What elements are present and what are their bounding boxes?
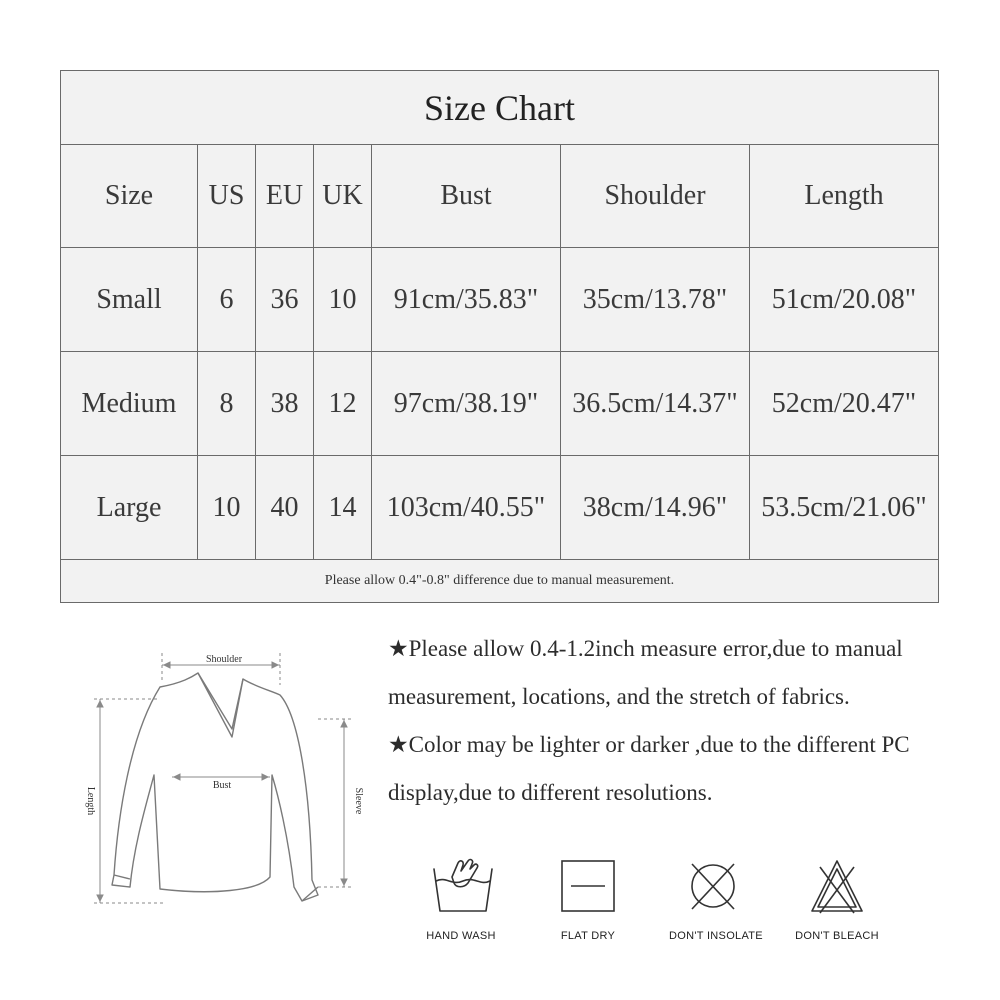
uk-cell: 10 [314,248,372,352]
eu-cell: 38 [256,352,314,456]
size-cell: Large [61,456,198,560]
uk-cell: 12 [314,352,372,456]
table-row [61,456,939,560]
column-header-shoulder: Shoulder [561,145,750,248]
column-header-size: Size [61,145,198,248]
size-cell: Small [61,248,198,352]
bust-label: Bust [212,780,232,791]
table-row [61,352,939,456]
flat-dry-label: FLAT DRY [560,930,616,942]
measure-error-note: ★Please allow 0.4-1.2inch measure error,due to manual measurement, locations, and the stretch of fabrics. [388,636,903,709]
length-label: Length [85,786,96,816]
column-header-uk: UK [314,145,372,248]
dont-insolate-label: DON'T INSOLATE [669,930,763,942]
size-cell: Medium [61,352,198,456]
shoulder-label: Shoulder [205,654,243,665]
size-chart-table [60,70,939,603]
sleeve-label: Sleeve [353,787,364,815]
column-header-length: Length [750,145,939,248]
length-cell: 52cm/20.47" [750,352,939,456]
chart-title: Size Chart [61,71,939,145]
us-cell: 8 [198,352,256,456]
care-notes [388,625,988,817]
hand-wash-icon [428,855,498,917]
dont-insolate-icon [678,855,748,917]
length-cell: 53.5cm/21.06" [750,456,939,560]
dont-bleach-label: DON'T BLEACH [795,930,879,942]
column-header-us: US [198,145,256,248]
uk-cell: 14 [314,456,372,560]
length-cell: 51cm/20.08" [750,248,939,352]
flat-dry-icon [553,855,623,917]
sweater-measurement-diagram [72,625,382,930]
eu-cell: 40 [256,456,314,560]
shoulder-cell: 36.5cm/14.37" [561,352,750,456]
column-header-bust: Bust [372,145,561,248]
bust-cell: 91cm/35.83" [372,248,561,352]
color-variance-note: ★Color may be lighter or darker ,due to the different PC display,due to different resolutions. [388,732,910,805]
dont-bleach-icon [802,855,872,917]
column-header-eu: EU [256,145,314,248]
eu-cell: 36 [256,248,314,352]
bust-cell: 103cm/40.55" [372,456,561,560]
us-cell: 10 [198,456,256,560]
shoulder-cell: 35cm/13.78" [561,248,750,352]
hand-wash-label: HAND WASH [426,930,496,942]
table-row [61,248,939,352]
shoulder-cell: 38cm/14.96" [561,456,750,560]
us-cell: 6 [198,248,256,352]
bust-cell: 97cm/38.19" [372,352,561,456]
measurement-note: Please allow 0.4"-0.8" difference due to manual measurement. [61,560,939,603]
